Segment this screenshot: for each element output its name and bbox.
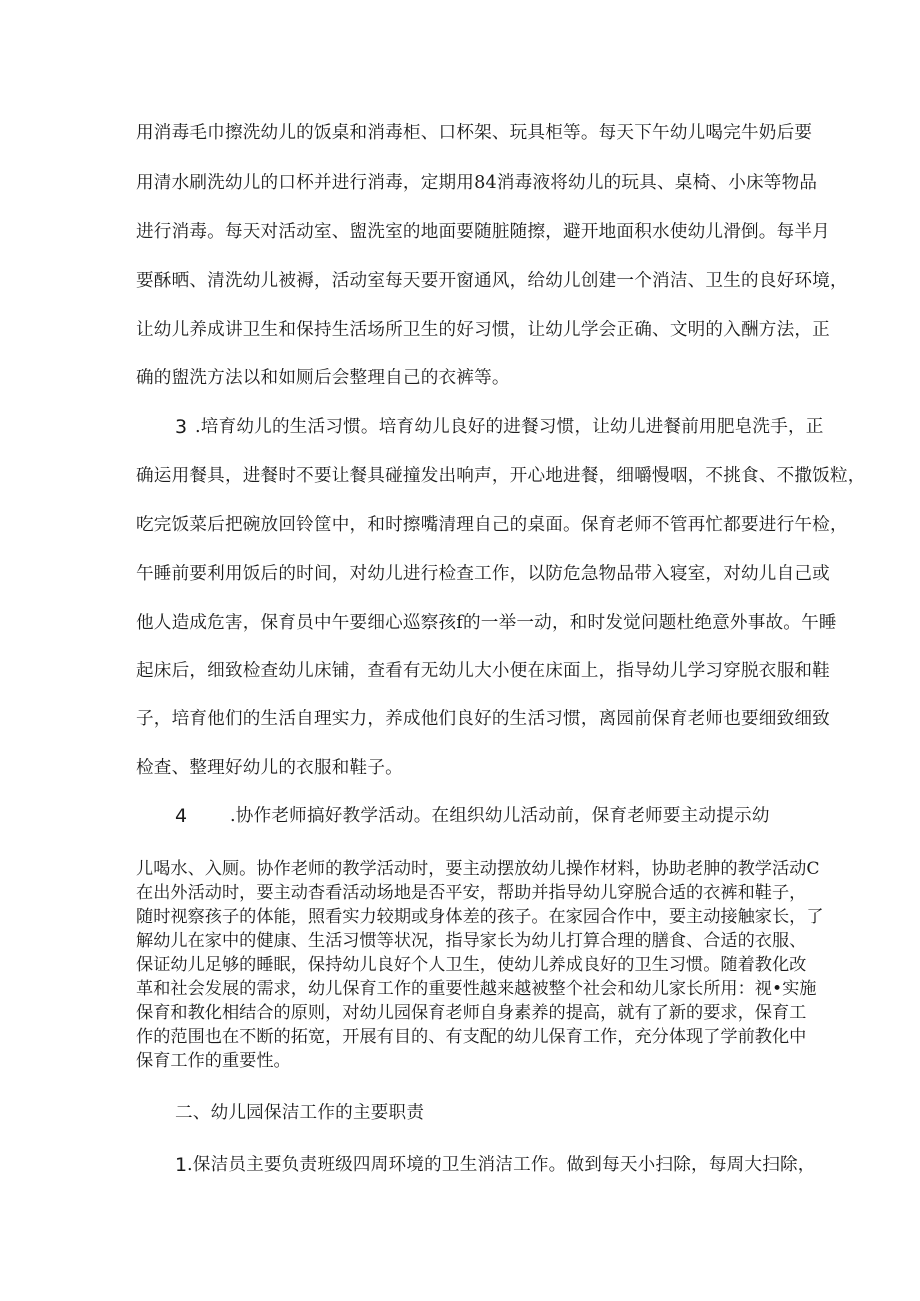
item-4-line: 革和社会发展的需求，幼儿保育工作的重要性越来越被整个社会和幼儿家长所用：视•实施 (136, 979, 817, 999)
item-3-line: 吃完饭菜后把碗放回铃筐中，和时擦嘴清理自己的桌面。保育老师不管再忙都要进行午检， (136, 515, 848, 535)
item-4-line: 保育工作的重要性。 (136, 1051, 291, 1071)
item-3-line: 午睡前要利用饭后的时间，对幼儿进行检查工作，以防危急物品带入寝室，对幼儿自己或 (136, 564, 830, 584)
item-1-number: 1 (175, 1154, 188, 1176)
paragraph-a-line: 要酥晒、清洗幼儿被褥，活动室每天要开窗通风，给幼儿创建一个消洁、卫生的良好环境， (136, 271, 848, 291)
item-4-line: 保育和教化相结合的原则，对幼儿园保育老师自身素养的提高，就有了新的要求，保育工 (136, 1003, 807, 1023)
item-3-first-line: .培育幼儿的生活习惯。培育幼儿良好的进餐习惯，让幼儿进餐前用肥皂洗手，正 (195, 417, 824, 437)
item-3-number: 3 (175, 416, 188, 438)
item-4-line: 解幼儿在家中的健康、生活习惯等状况，指导家长为幼儿打算合理的膳食、合适的衣服、 (136, 931, 807, 951)
item-3-line: 子，培育他们的生活自理实力，养成他们良好的生活习惯，离园前保育老师也要细致细致 (136, 709, 830, 729)
item-4-number: 4 (175, 805, 188, 827)
paragraph-a-line: 确的盥洗方法以和如厕后会整理自己的衣裤等。 (136, 368, 510, 388)
item-1-line: .保洁员主要负责班级四周环境的卫生消洁工作。做到每天小扫除，每周大扫除， (187, 1155, 816, 1175)
section-2-heading: 二、幼儿园保洁工作的主要职责 (175, 1103, 425, 1123)
item-4-line: 作的范围也在不断的拓宽，开展有目的、有支配的幼儿保育工作，充分体现了学前教化中 (136, 1027, 807, 1047)
item-4-line: 在出外活动时，要主动杳看活动场地是否平安，帮助并指导幼儿穿脱合适的衣裤和鞋子， (136, 883, 807, 903)
item-4-line: 保证幼儿足够的睡眠，保持幼儿良好个人卫生，使幼儿养成良好的卫生习惯。随着教化改 (136, 955, 807, 975)
item-3-line: 起床后，细致检查幼儿床铺，查看有无幼儿大小便在床面上，指导幼儿学习穿脱衣服和鞋 (136, 661, 830, 681)
item-3-line: 检查、整理好幼儿的衣服和鞋子。 (136, 758, 403, 778)
paragraph-a-line: 用清水刷洗幼儿的口杯并进行消毒，定期用84消毒液将幼儿的玩具、桌椅、小床等物品 (136, 173, 818, 193)
paragraph-a-line: 进行消毒。每天对活动室、盥洗室的地面要随脏随擦，避开地面积水使幼儿滑倒。每半月 (136, 222, 830, 242)
item-4-line: 儿喝水、入厕。协作老师的教学活动时，要主动摆放幼儿操作材料，协助老胂的教学活动C (136, 859, 820, 879)
item-3-line: 确运用餐具，进餐时不要让餐具碰撞发出响声，开心地进餐，细嚼慢咽，不挑食、不撒饭粒， (136, 466, 866, 486)
item-4-line: 随时视察孩子的体能，照看实力较期或身体差的孩子。在家园合作中，要主动接触家长，了 (136, 907, 824, 927)
item-4-first-line: .协作老师搞好教学活动。在组织幼儿活动前，保育老师要主动提示幼 (230, 806, 770, 826)
paragraph-a-line: 让幼儿养成讲卫生和保持生活场所卫生的好习惯，让幼儿学会正确、文明的入酬方法，正 (136, 320, 830, 340)
paragraph-a-line: 用消毒毛巾擦洗幼儿的饭桌和消毒柜、口杯架、玩具柜等。每天下午幼儿喝完牛奶后要 (136, 123, 813, 143)
item-3-line: 他人造成危害，保育员中午要细心巡察孩f的一举一动，和时发觉问题杜绝意外事故。午睡 (136, 613, 837, 633)
